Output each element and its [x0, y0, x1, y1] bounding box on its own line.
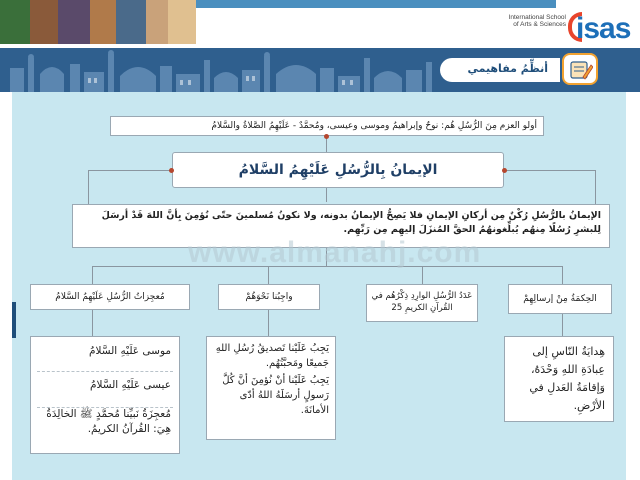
card-miracles	[30, 336, 180, 454]
card-wisdom	[504, 336, 614, 422]
connector-line	[562, 314, 563, 336]
concept-map-panel	[12, 92, 626, 480]
card-divider	[37, 407, 173, 408]
connector-line	[92, 266, 93, 284]
definition-text: الإيمانُ بالرُّسُلِ رُكْنٌ مِن أركانِ الإيمانِ فلا يَصِحُّ الإيمانُ بدونه، ولا نكونُ مُسلمينَ حتّى نُؤمِنَ بِأنَّ اللهَ قَدْ أرسَلَ لِلبشرِ رُسُلًا مِنهُم يُبلِّغونهُمُ الحقَّ المُنزَلَ إليهِم مِن رَبِّهِم.	[101, 210, 601, 235]
connector-line	[326, 188, 327, 202]
branch-miracles-label: مُعجِزاتُ الرُّسُلِ عَلَيْهِمُ السَّلامُ	[55, 292, 165, 302]
branch-count-label: عَدَدُ الرُّسُلِ الوارِدِ ذِكْرُهُم في القُرآنِ الكريمِ 25	[371, 291, 473, 313]
connector-dot	[324, 134, 329, 139]
branch-duty	[218, 284, 320, 310]
school-name: International School of Arts & Sciences	[508, 14, 566, 28]
card-miracle-item: عيسى عَلَيْهِ السَّلامُ	[89, 379, 171, 391]
card-wisdom-text: هِدايَةُ النّاسِ إلى عِبادَةِ اللهِ وَحْدَهُ، وَإقامَةُ العَدلِ في الأرْضِ.	[529, 345, 605, 412]
photo-strip	[0, 0, 196, 48]
isas-logo[interactable]	[568, 10, 636, 46]
branch-count	[366, 284, 478, 322]
header	[0, 0, 640, 50]
branch-miracles	[30, 284, 190, 310]
branch-wisdom-label: الحِكمَةُ مِنْ إرسالِهِمْ	[523, 294, 597, 304]
section-title: أنظِّمُ مفاهيمي	[467, 62, 548, 75]
connector-line	[268, 310, 269, 336]
card-miracle-item: مُعجِزَةُ نَبيِّنا مُحمَّدٍ ﷺ الخالِدَةُ هِيَ: القُرآنُ الكريمُ.	[46, 408, 171, 435]
card-miracle-item: موسى عَلَيْهِ السَّلامُ	[88, 345, 171, 357]
header-photo	[58, 0, 90, 44]
top-box-text: أولو العزم مِنَ الرُّسُلِ هُم: نوحٌ وإبراهيمُ وموسى وعيسى، ومُحمَّدٌ - عَلَيْهِمُ الصَّلاةُ والسَّلامُ	[211, 121, 537, 131]
connector-dot	[169, 168, 174, 173]
branch-duty-label: واجِبُنا نَحْوَهُمْ	[245, 292, 293, 302]
central-title: الإيمانُ بِالرُّسُلِ عَلَيْهِمُ السَّلامُ	[238, 162, 438, 178]
header-photo	[30, 0, 58, 44]
header-photo	[90, 0, 116, 44]
header-band	[196, 0, 556, 8]
header-photo	[146, 0, 168, 44]
left-accent-bar	[12, 302, 16, 338]
connector-line	[562, 266, 563, 284]
header-photo	[116, 0, 146, 44]
header-photo	[0, 0, 30, 44]
central-title-box	[172, 152, 504, 188]
connector-line	[92, 310, 93, 336]
card-duty-item: يَجِبُ عَلَيْنا تَصديقُ رُسُلِ اللهِ جَميعًا ومَحبَّتُهُم.	[215, 343, 329, 369]
branch-wisdom	[508, 284, 612, 314]
section-icon	[562, 53, 598, 85]
logo-text: isas	[576, 12, 631, 45]
watermark: www.almanahj.com	[188, 236, 482, 269]
pencil-notebook-icon	[569, 59, 593, 81]
section-title-tab	[440, 58, 560, 82]
card-duty	[206, 336, 336, 440]
top-box-ulul-azm	[110, 116, 544, 136]
header-photo	[168, 0, 196, 44]
connector-dot	[502, 168, 507, 173]
card-duty-item: يَجِبُ عَلَيْنا أنْ نُؤمِنَ أنَّ كُلَّ رَسولٍ أرسَلَهُ اللهُ أدّى الأمانَةَ.	[222, 375, 329, 416]
card-divider	[37, 371, 173, 372]
